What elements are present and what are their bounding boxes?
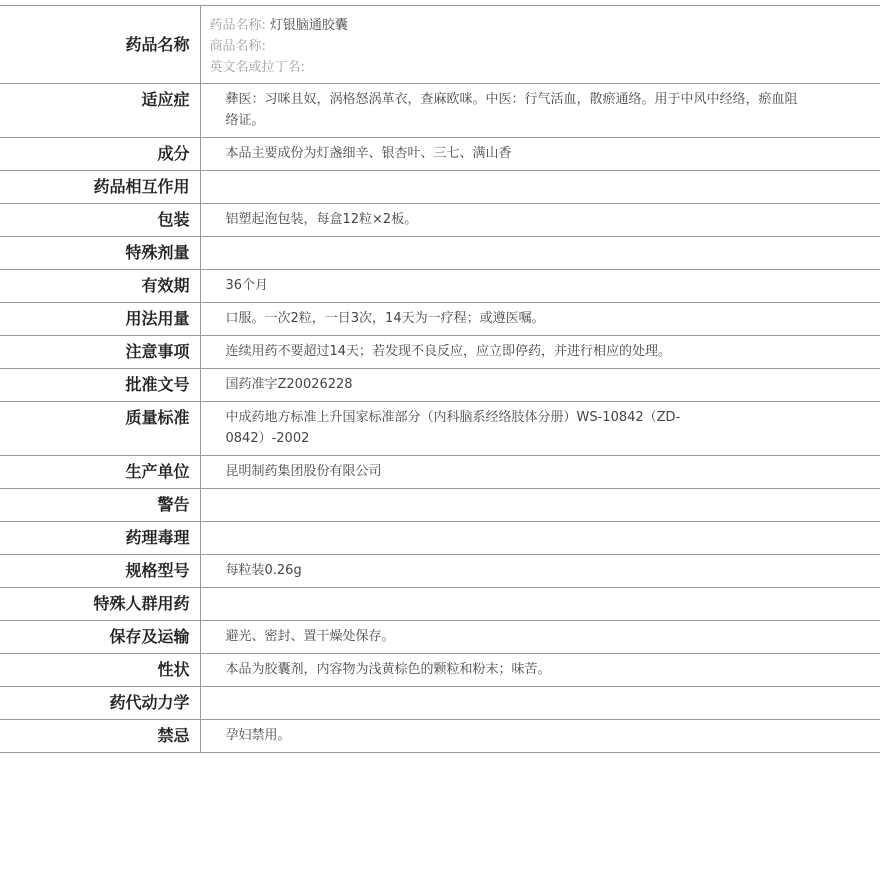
row-label: 用法用量 (0, 303, 200, 336)
row-label: 性状 (0, 654, 200, 687)
row-label: 规格型号 (0, 555, 200, 588)
row-value (200, 489, 880, 522)
row-value (200, 522, 880, 555)
row-warning (0, 489, 880, 522)
row-quality-standard (0, 402, 880, 456)
row-label: 特殊剂量 (0, 237, 200, 270)
row-value: 昆明制药集团股份有限公司 (200, 456, 880, 489)
row-label: 禁忌 (0, 720, 200, 753)
generic-name-label: 药品名称: (209, 18, 266, 33)
row-manufacturer (0, 456, 880, 489)
row-label: 注意事项 (0, 336, 200, 369)
row-label: 质量标准 (0, 402, 200, 456)
row-label: 批准文号 (0, 369, 200, 402)
row-label: 成分 (0, 138, 200, 171)
row-indications (0, 84, 880, 138)
row-value: 连续用药不要超过14天；若发现不良反应，应立即停药，并进行相应的处理。 (200, 336, 880, 369)
row-label: 生产单位 (0, 456, 200, 489)
row-label: 警告 (0, 489, 200, 522)
row-value: 彝医：习咪且奴，涡格怒涡革衣，查麻欧咪。中医：行气活血，散瘀通络。用于中风中经络，瘀血阻络证。 (200, 84, 880, 138)
row-label: 药品名称 (0, 6, 200, 84)
row-value: 口服。一次2粒，一日3次，14天为一疗程；或遵医嘱。 (200, 303, 880, 336)
row-dosage (0, 303, 880, 336)
row-label: 有效期 (0, 270, 200, 303)
row-label: 药品相互作用 (0, 171, 200, 204)
row-special-dosage (0, 237, 880, 270)
row-label: 特殊人群用药 (0, 588, 200, 621)
row-storage (0, 621, 880, 654)
row-value: 铝塑起泡包装，每盒12粒×2板。 (200, 204, 880, 237)
row-value (200, 588, 880, 621)
row-ingredients (0, 138, 880, 171)
row-drug-name (0, 6, 880, 84)
trade-name-label: 商品名称: (209, 39, 266, 54)
row-shelf-life (0, 270, 880, 303)
row-value: 中成药地方标准上升国家标准部分（内科脑系经络肢体分册）WS-10842（ZD-0842）-2002 (200, 402, 880, 456)
row-interactions (0, 171, 880, 204)
row-specification (0, 555, 880, 588)
row-label: 保存及运输 (0, 621, 200, 654)
generic-name-line (210, 15, 801, 36)
row-label: 适应症 (0, 84, 200, 138)
row-description (0, 654, 880, 687)
drug-info-sheet (0, 5, 880, 753)
row-label: 药理毒理 (0, 522, 200, 555)
row-value: 孕妇禁用。 (200, 720, 880, 753)
row-packaging (0, 204, 880, 237)
drug-info-table (0, 5, 880, 753)
row-label: 包装 (0, 204, 200, 237)
row-value: 本品主要成份为灯盏细辛、银杏叶、三七、满山香 (200, 138, 880, 171)
row-value: 国药准字Z20026228 (200, 369, 880, 402)
row-precautions (0, 336, 880, 369)
generic-name-value: 灯银脑通胶囊 (269, 18, 348, 33)
row-pharmacokinetics (0, 687, 880, 720)
row-value: 本品为胶囊剂，内容物为浅黄棕色的颗粒和粉末；味苦。 (200, 654, 880, 687)
row-pharmacology (0, 522, 880, 555)
row-approval-number (0, 369, 880, 402)
row-value (200, 171, 880, 204)
row-value (200, 687, 880, 720)
row-value (200, 237, 880, 270)
row-value: 避光、密封、置干燥处保存。 (200, 621, 880, 654)
drug-name-cell (200, 6, 880, 84)
row-contraindications (0, 720, 880, 753)
english-name-label: 英文名或拉丁名: (209, 60, 305, 75)
row-value: 每粒装0.26g (200, 555, 880, 588)
row-value: 36个月 (200, 270, 880, 303)
row-label: 药代动力学 (0, 687, 200, 720)
row-special-populations (0, 588, 880, 621)
